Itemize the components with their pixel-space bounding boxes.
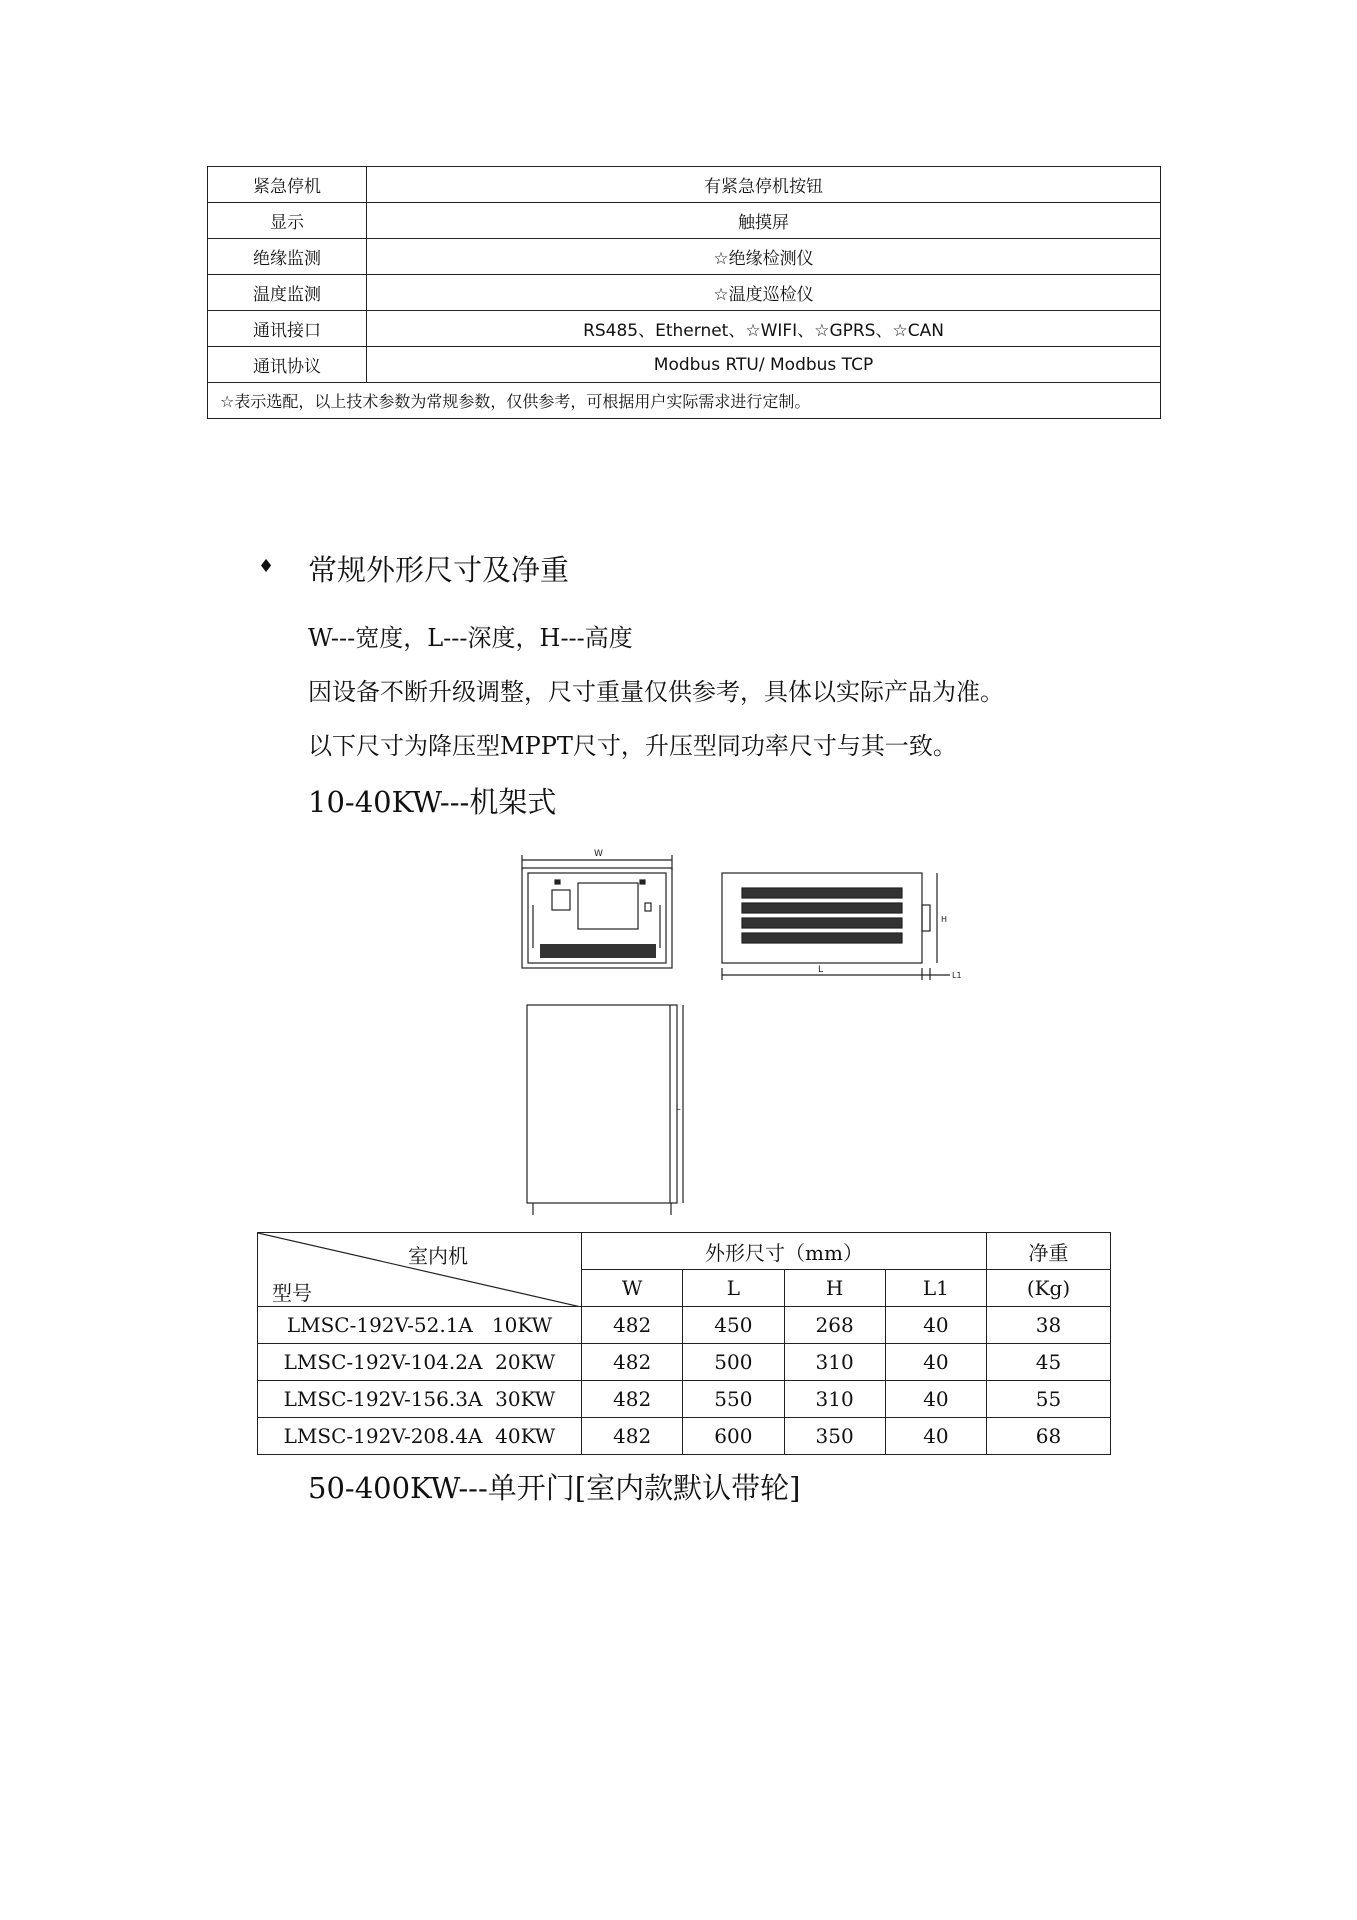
spec-value: 触摸屏 xyxy=(367,203,1161,239)
dimension-table xyxy=(257,1232,1111,1455)
spec-label: 温度监测 xyxy=(208,275,367,311)
model-cell: LMSC-192V-104.2A 20KW xyxy=(258,1344,582,1381)
header-weight: 净重 xyxy=(987,1233,1111,1270)
cell-weight: 38 xyxy=(987,1307,1111,1344)
cell-w: 482 xyxy=(582,1381,683,1418)
section-title: 常规外形尺寸及净重 xyxy=(308,553,570,587)
table-row xyxy=(258,1381,1111,1418)
spec-value: RS485、Ethernet、☆WIFI、☆GPRS、☆CAN xyxy=(367,311,1161,347)
column-header-l1: L1 xyxy=(885,1270,986,1307)
table-row xyxy=(258,1418,1111,1455)
cell-l1: 40 xyxy=(885,1307,986,1344)
dimension-legend: W---宽度，L---深度，H---高度 xyxy=(308,624,633,652)
cell-h: 310 xyxy=(784,1381,885,1418)
diagonal-header-cell xyxy=(258,1233,582,1307)
cell-l: 450 xyxy=(683,1307,784,1344)
spec-label: 通讯接口 xyxy=(208,311,367,347)
cell-h: 310 xyxy=(784,1344,885,1381)
cell-l1: 40 xyxy=(885,1418,986,1455)
spec-value: ☆温度巡检仪 xyxy=(367,275,1161,311)
model-cell: LMSC-192V-208.4A 40KW xyxy=(258,1418,582,1455)
subheading-single-door: 50-400KW---单开门[室内款默认带轮] xyxy=(308,1471,801,1505)
dim-label-side-l: L xyxy=(676,1103,681,1112)
spec-value: Modbus RTU/ Modbus TCP xyxy=(367,347,1161,383)
cell-h: 268 xyxy=(784,1307,885,1344)
column-header-w: W xyxy=(582,1270,683,1307)
spec-note: ☆表示选配，以上技术参数为常规参数，仅供参考，可根据用户实际需求进行定制。 xyxy=(208,383,1161,419)
table-header-row xyxy=(258,1233,1111,1270)
header-dimensions: 外形尺寸（mm） xyxy=(582,1233,987,1270)
mppt-note: 以下尺寸为降压型MPPT尺寸，升压型同功率尺寸与其一致。 xyxy=(308,732,957,760)
side-view xyxy=(722,873,950,980)
cell-w: 482 xyxy=(582,1418,683,1455)
table-row xyxy=(258,1344,1111,1381)
cell-l: 500 xyxy=(683,1344,784,1381)
disclaimer-text: 因设备不断升级调整，尺寸重量仅供参考，具体以实际产品为准。 xyxy=(308,678,1004,706)
bullet-icon: ♦ xyxy=(258,556,275,577)
column-header-l: L xyxy=(683,1270,784,1307)
spec-label: 紧急停机 xyxy=(208,167,367,203)
cell-h: 350 xyxy=(784,1418,885,1455)
model-cell: LMSC-192V-52.1A 10KW xyxy=(258,1307,582,1344)
model-cell: LMSC-192V-156.3A 30KW xyxy=(258,1381,582,1418)
top-view xyxy=(527,1005,683,1215)
subheading-rack: 10-40KW---机架式 xyxy=(308,785,557,819)
header-indoor: 室内机 xyxy=(408,1244,468,1268)
spec-label: 绝缘监测 xyxy=(208,239,367,275)
dim-label-h: H xyxy=(941,915,948,924)
spec-label: 通讯协议 xyxy=(208,347,367,383)
spec-value: 有紧急停机按钮 xyxy=(367,167,1161,203)
spec-label: 显示 xyxy=(208,203,367,239)
cell-w: 482 xyxy=(582,1344,683,1381)
cell-weight: 68 xyxy=(987,1418,1111,1455)
dim-label-w: W xyxy=(594,849,603,859)
table-row xyxy=(258,1307,1111,1344)
cell-weight: 55 xyxy=(987,1381,1111,1418)
column-header-h: H xyxy=(784,1270,885,1307)
dim-label-l1: L1 xyxy=(952,971,962,980)
spec-value: ☆绝缘检测仪 xyxy=(367,239,1161,275)
dim-label-l: L xyxy=(818,965,824,975)
cell-l1: 40 xyxy=(885,1381,986,1418)
header-model: 型号 xyxy=(272,1281,312,1305)
header-weight-unit: (Kg) xyxy=(987,1270,1111,1307)
cell-l1: 40 xyxy=(885,1344,986,1381)
cell-l: 550 xyxy=(683,1381,784,1418)
front-view xyxy=(522,855,672,968)
cell-weight: 45 xyxy=(987,1344,1111,1381)
cell-w: 482 xyxy=(582,1307,683,1344)
cell-l: 600 xyxy=(683,1418,784,1455)
